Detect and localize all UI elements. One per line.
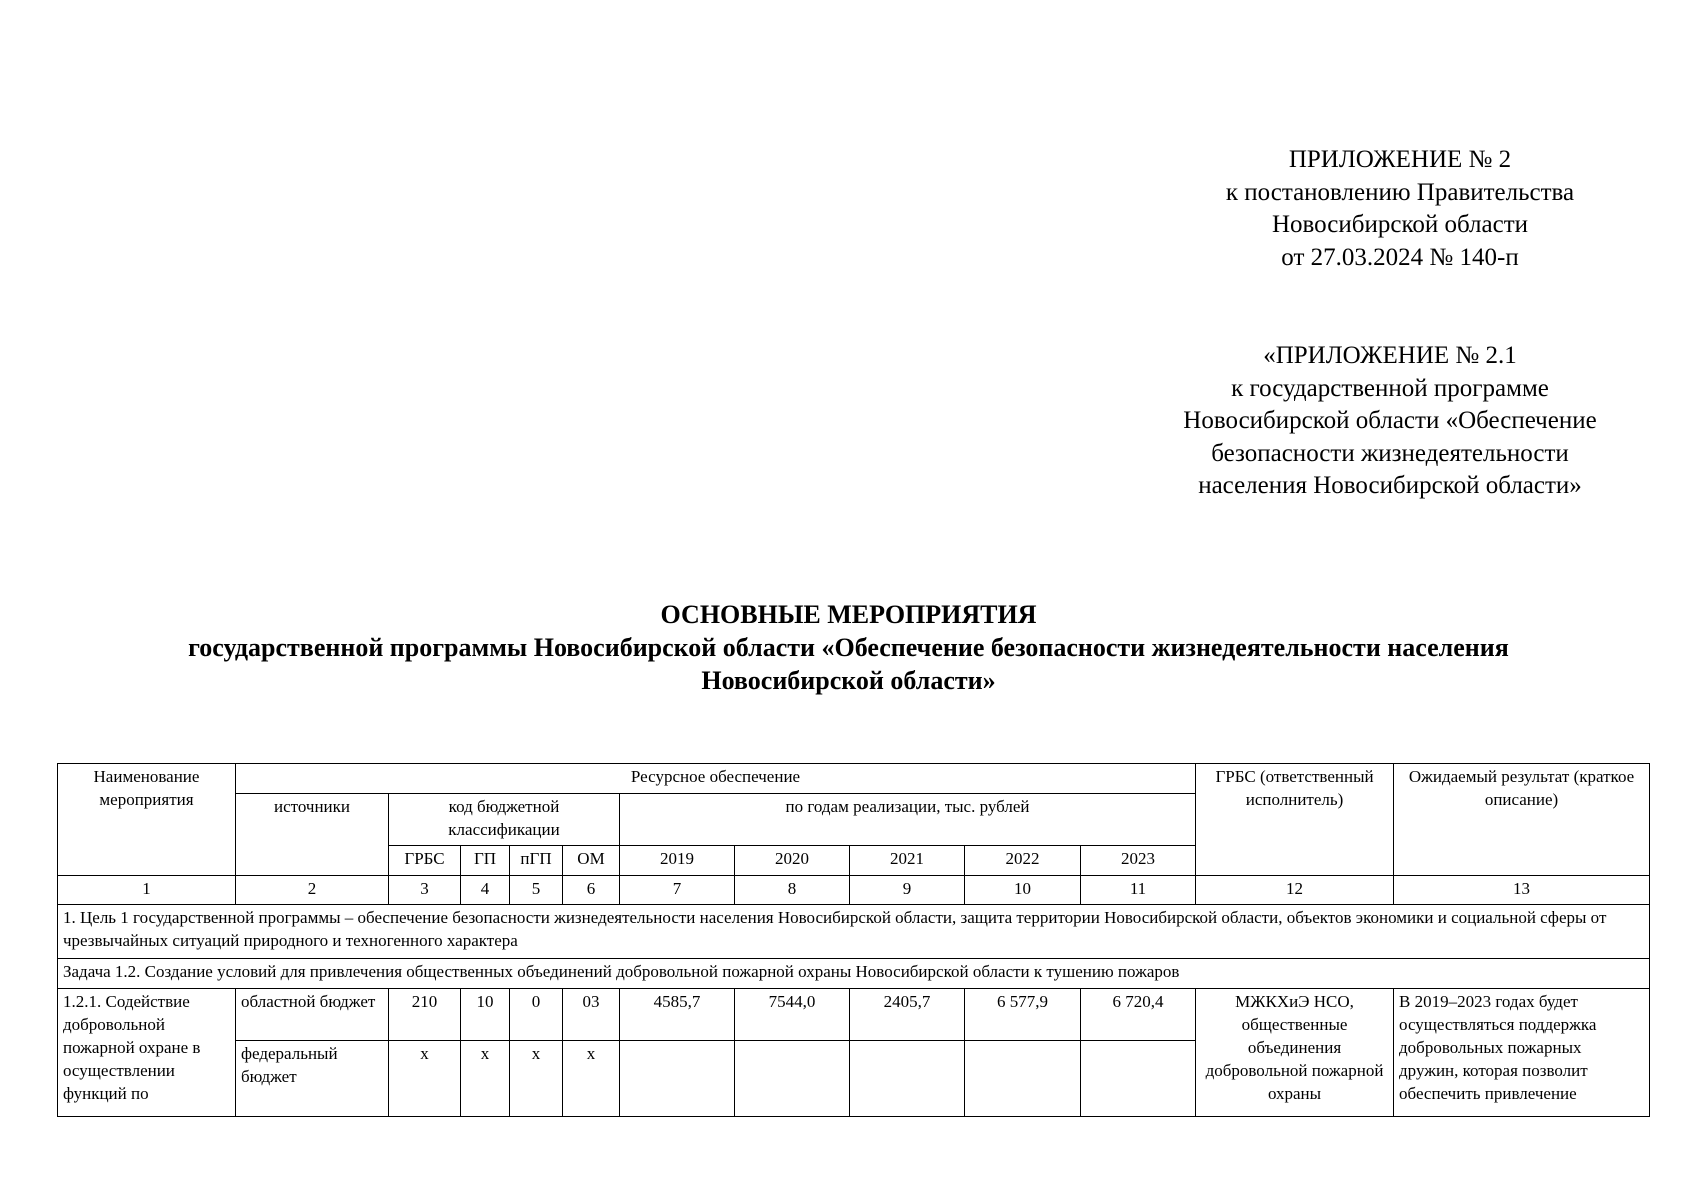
amount-2022 [965, 1041, 1081, 1117]
header-by-years: по годам реализации, тыс. рублей [620, 794, 1196, 846]
document-title-line-2: государственной программы Новосибирской области «Обеспечение безопасности жизнедеятельности населения [188, 633, 1509, 662]
column-number: 10 [965, 876, 1081, 905]
code-gp-value: 10 [461, 989, 510, 1041]
code-gp-value: х [461, 1041, 510, 1117]
document-title-line-1: ОСНОВНЫЕ МЕРОПРИЯТИЯ [660, 600, 1037, 629]
task-row [58, 959, 1650, 989]
code-pgp-value: х [510, 1041, 563, 1117]
header-grbs-executor: ГРБС (ответственный исполнитель) [1196, 764, 1394, 876]
header-budget-code: код бюджетной классификации [389, 794, 620, 846]
activity-name: 1.2.1. Содействие добровольной пожарной охране в осуществлении функций по [58, 989, 236, 1117]
column-number: 9 [850, 876, 965, 905]
document-title [40, 598, 1657, 697]
header-year-2020: 2020 [735, 846, 850, 876]
amount-2019: 4585,7 [620, 989, 735, 1041]
appendix-2-line-2: к постановлению Правительства [1225, 178, 1575, 206]
header-code-pgp: пГП [510, 846, 563, 876]
header-code-grbs: ГРБС [389, 846, 461, 876]
goal-row [58, 905, 1650, 959]
column-number: 8 [735, 876, 850, 905]
appendix-2-1-line-2: к государственной программе [1231, 374, 1549, 402]
header-expected-result: Ожидаемый результат (краткое описание) [1394, 764, 1650, 876]
column-number: 13 [1394, 876, 1650, 905]
code-grbs-value: х [389, 1041, 461, 1117]
amount-2022: 6 577,9 [965, 989, 1081, 1041]
appendix-2-date-number: от 27.03.2024 № 140-п [1281, 243, 1519, 271]
column-number: 3 [389, 876, 461, 905]
document-title-line-3: Новосибирской области» [701, 666, 996, 695]
goal-text: 1. Цель 1 государственной программы – обеспечение безопасности жизнедеятельности населения Новосибирской области, защита территории Новосибирской области, объектов экономики и социальной сферы от чрезвычайных ситуаций природного и техногенного характера [58, 905, 1650, 959]
column-number: 4 [461, 876, 510, 905]
source-regional-budget: областной бюджет [236, 989, 389, 1041]
column-number: 6 [563, 876, 620, 905]
code-om-value: х [563, 1041, 620, 1117]
task-text: Задача 1.2. Создание условий для привлечения общественных объединений добровольной пожарной охраны Новосибирской области к тушению пожаров [58, 959, 1650, 989]
amount-2021: 2405,7 [850, 989, 965, 1041]
amount-2020 [735, 1041, 850, 1117]
appendix-2-line-3: Новосибирской области [1271, 211, 1529, 238]
amount-2021 [850, 1041, 965, 1117]
code-grbs-value: 210 [389, 989, 461, 1041]
appendix-2-1-line-5: населения Новосибирской области» [1198, 472, 1582, 499]
activities-table [57, 763, 1650, 1117]
column-number: 7 [620, 876, 735, 905]
header-year-2019: 2019 [620, 846, 735, 876]
column-numbers-row [58, 876, 1650, 905]
appendix-2-title: ПРИЛОЖЕНИЕ № 2 [1288, 146, 1512, 173]
header-code-om: ОМ [563, 846, 620, 876]
appendix-2-1-line-3: Новосибирской области «Обеспечение [1183, 407, 1597, 434]
column-number: 12 [1196, 876, 1394, 905]
header-row-1 [58, 764, 1650, 794]
appendix-2-1-header [1110, 340, 1670, 503]
header-resources: Ресурсное обеспечение [236, 764, 1196, 794]
header-sources: источники [236, 794, 389, 876]
appendix-2-1-title: «ПРИЛОЖЕНИЕ № 2.1 [1263, 342, 1517, 369]
activity-row-regional [58, 989, 1650, 1041]
amount-2020: 7544,0 [735, 989, 850, 1041]
column-number: 1 [58, 876, 236, 905]
header-year-2023: 2023 [1081, 846, 1196, 876]
column-number: 5 [510, 876, 563, 905]
code-om-value: 03 [563, 989, 620, 1041]
activity-expected-result: В 2019–2023 годах будет осуществляться поддержка добровольных пожарных дружин, которая позволит обеспечить привлечение [1394, 989, 1650, 1117]
header-activity-name: Наименование мероприятия [58, 764, 236, 876]
activity-executor: МЖКХиЭ НСО, общественные объединения добровольной пожарной охраны [1196, 989, 1394, 1117]
column-number: 11 [1081, 876, 1196, 905]
source-federal-budget: федеральный бюджет [236, 1041, 389, 1117]
header-year-2021: 2021 [850, 846, 965, 876]
appendix-2-1-line-4: безопасности жизнедеятельности [1211, 439, 1569, 467]
header-year-2022: 2022 [965, 846, 1081, 876]
column-number: 2 [236, 876, 389, 905]
amount-2023 [1081, 1041, 1196, 1117]
appendix-2-header [1150, 144, 1650, 274]
amount-2023: 6 720,4 [1081, 989, 1196, 1041]
code-pgp-value: 0 [510, 989, 563, 1041]
amount-2019 [620, 1041, 735, 1117]
header-code-gp: ГП [461, 846, 510, 876]
